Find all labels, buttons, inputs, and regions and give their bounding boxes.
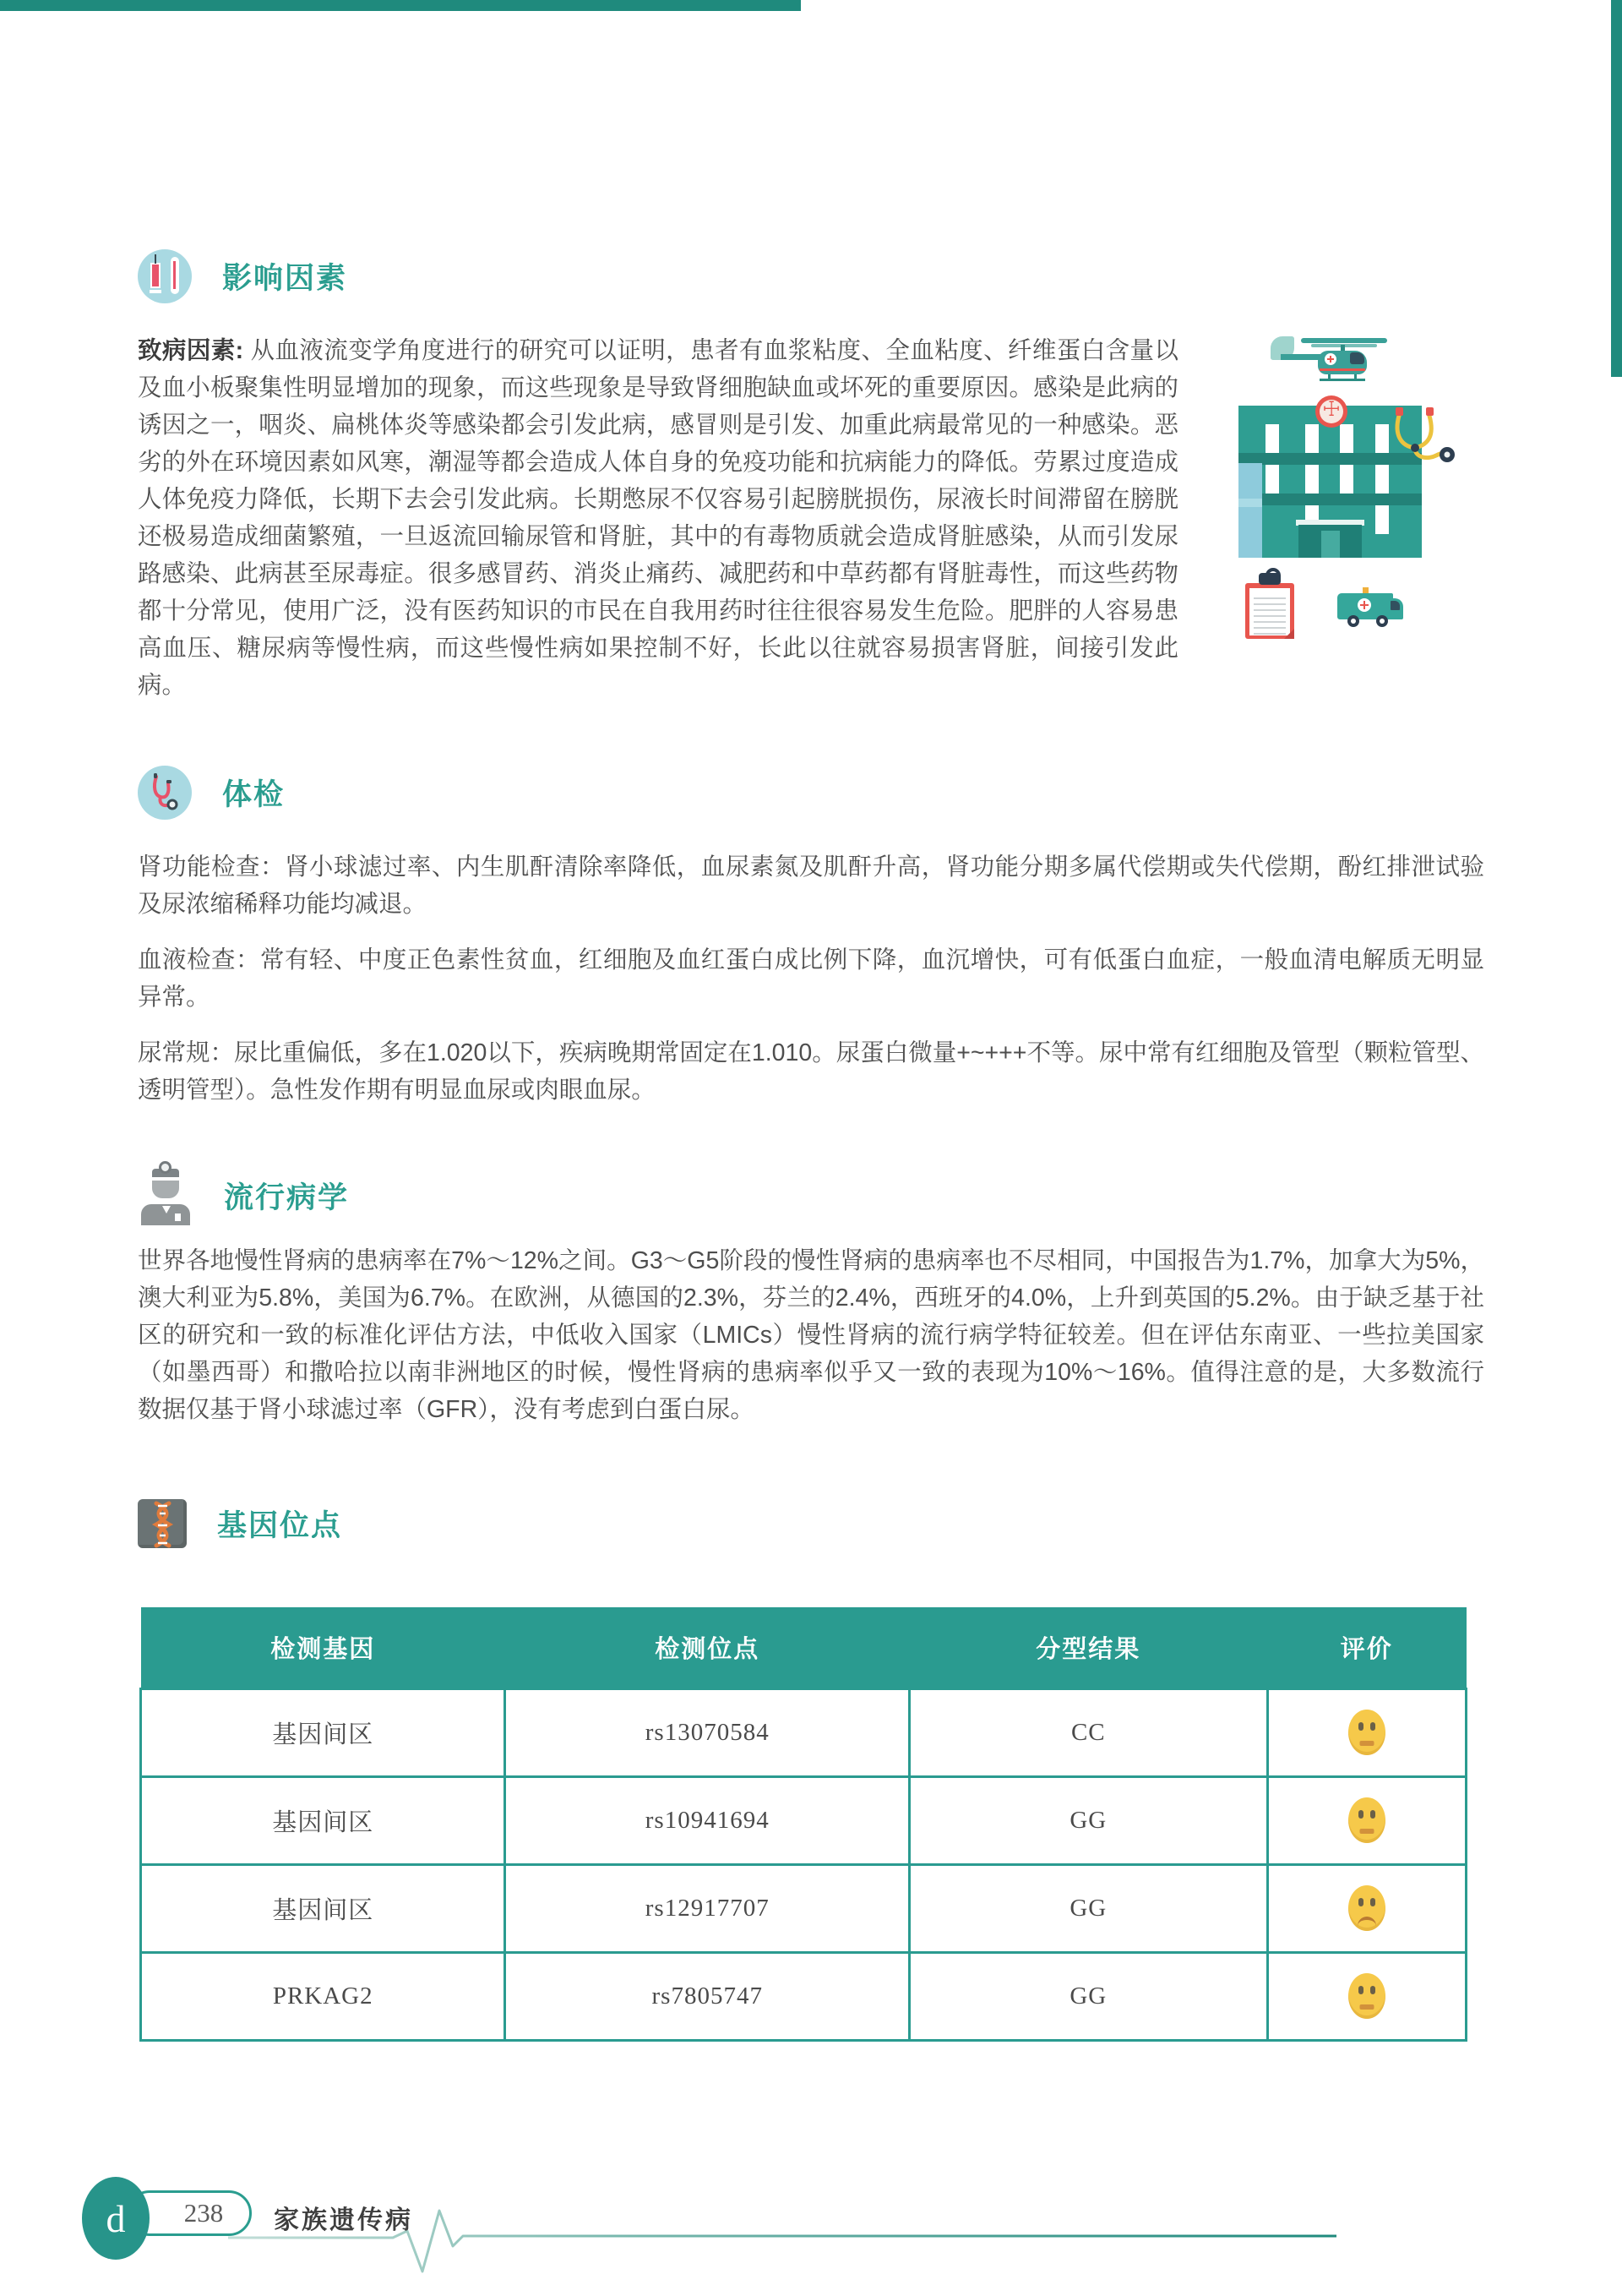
- section-header: [138, 1168, 1484, 1224]
- gene-cell: 基因间区: [141, 1776, 505, 1864]
- clipboard-fold: [1284, 629, 1294, 639]
- helicopter-icon: [1200, 303, 1394, 387]
- result-cell: GG: [910, 1952, 1268, 2040]
- rating-cell: [1267, 1864, 1466, 1952]
- result-cell: GG: [910, 1776, 1268, 1864]
- building-door: [1321, 531, 1340, 558]
- table-row: [141, 1864, 1467, 1952]
- section-header: [138, 248, 1484, 304]
- clipboard-icon: [1245, 571, 1298, 641]
- syringe-glyph: [150, 263, 161, 288]
- page-content: [0, 248, 1622, 2042]
- helicopter-window: [1350, 352, 1364, 364]
- ambulance-wheel: [1376, 615, 1388, 627]
- section-epidemiology: [138, 1168, 1484, 1428]
- gene-loci-table: [139, 1607, 1467, 2042]
- ambulance-icon: [1337, 581, 1408, 630]
- site-cell: rs12917707: [505, 1864, 910, 1952]
- doctor-cap-band: [152, 1177, 179, 1181]
- building-floor-band: [1238, 494, 1422, 505]
- table-header-row: [141, 1607, 1467, 1688]
- helicopter-rotor: [1301, 338, 1387, 343]
- rating-cell: [1267, 1688, 1466, 1776]
- stethoscope-icon: [138, 766, 192, 820]
- ambulance-wheel: [1347, 615, 1359, 627]
- ambulance-medical-cross: [1358, 598, 1371, 612]
- factors-paragraph: [138, 332, 1178, 704]
- building-window: [1265, 424, 1279, 453]
- building-window: [1265, 465, 1279, 494]
- page-letter: d: [106, 2196, 126, 2240]
- ambulance-window: [1391, 601, 1400, 610]
- table-row: [141, 1688, 1467, 1776]
- doctor-pocket: [175, 1213, 181, 1221]
- helicopter-stripe: [1320, 368, 1365, 371]
- building-window: [1305, 465, 1319, 494]
- stethoscope-glyph: [146, 773, 183, 812]
- header-site: 检测位点: [505, 1607, 910, 1688]
- helicopter-medical-cross: [1325, 353, 1336, 365]
- doctor-head-mirror: [159, 1161, 171, 1174]
- rating-cell: [1267, 1776, 1466, 1864]
- helicopter-skid: [1320, 379, 1365, 381]
- section-title: 基因位点: [217, 1509, 343, 1542]
- blood-test-paragraph: 血液检查：常有轻、中度正色素性贫血，红细胞及血红蛋白成比例下降，血沉增快，可有低蛋白血症，一般血清电解质无明显异常。: [138, 946, 1484, 1011]
- neutral-face-icon: [1348, 1973, 1385, 2019]
- rating-cell: [1267, 1952, 1466, 2040]
- page-number: 238: [183, 2198, 224, 2228]
- site-cell: rs7805747: [505, 1952, 910, 2040]
- neutral-face-icon: [1348, 1797, 1385, 1843]
- helicopter-tail: [1281, 354, 1321, 360]
- section-gene-loci: [138, 1496, 1484, 2042]
- page-letter-badge: [82, 2177, 150, 2260]
- paragraph-text: 从血液流变学角度进行的研究可以证明，患者有血浆粘度、全血粘度、纤维蛋白含量以及血小板聚集性明显增加的现象，而这些现象是导致肾细胞缺血或坏死的重要原因。感染是此病的诱因之一，咽炎、扁桃体炎等感染都会引发此病，感冒则是引发、加重此病最常见的一种感染。恶劣的外在环境因素如风寒，潮湿等都会造成人体自身的免疫功能和抗病能力的降低。劳累过度造成人体免疫力降低，长期下去会引发此病。长期憋尿不仅容易引起膀胱损伤，尿液长时间滞留在膀胱还极易造成细菌繁殖，一旦返流回输尿管和肾脏，其中的有毒物质就会造成肾脏感染，从而引发尿路感染、此病甚至尿毒症。很多感冒药、消炎止痛药、减肥药和中草药都有肾脏毒性，而这些药物都十分常见，使用广泛，没有医药知识的市民在自我用药时往往很容易发生危险。肥胖的人容易患高血压、糖尿病等慢性病，而这些慢性病如果控制不好，长此以往就容易损害肾脏，间接引发此病。: [138, 337, 1178, 699]
- doctor-collar: [162, 1206, 171, 1213]
- building-annex: [1238, 463, 1262, 558]
- header-rating: 评价: [1267, 1607, 1466, 1688]
- renal-function-paragraph: 肾功能检查：肾小球滤过率、内生肌酐清除率降低，血尿素氮及肌酐升高，肾功能分期多属代偿期或失代偿期，酚红排泄试验及尿浓缩稀释功能均减退。: [138, 854, 1484, 918]
- building-window: [1305, 424, 1319, 453]
- thermometer-glyph: [171, 257, 179, 294]
- section-title: 影响因素: [222, 262, 348, 295]
- gene-cell: 基因间区: [141, 1688, 505, 1776]
- top-border-decoration: [0, 0, 801, 11]
- neutral-face-icon: [1348, 1710, 1385, 1755]
- building-window: [1340, 424, 1353, 453]
- section-influencing-factors: [138, 248, 1484, 704]
- table-row: [141, 1776, 1467, 1864]
- gene-cell: PRKAG2: [141, 1952, 505, 2040]
- dna-icon: [138, 1499, 187, 1548]
- section-title: 流行病学: [224, 1181, 350, 1214]
- stethoscope-icon: [1387, 406, 1460, 472]
- syringe-thermometer-icon: [138, 249, 192, 303]
- epidemiology-paragraph: 世界各地慢性肾病的患病率在7%～12%之间。G3～G5阶段的慢性肾病的患病率也不尽相同，中国报告为1.7%，加拿大为5%，澳大利亚为5.8%，美国为6.7%。在欧洲，从德国的2.3%，芬兰的2.4%，西班牙的4.0%，上升到英国的5.2%。由于缺乏基于社区的研究和一致的标准化评估方法，中低收入国家（LMICs）慢性肾病的流行病学特征较差。但在评估东南亚、一些拉美国家（如墨西哥）和撒哈拉以南非洲地区的时候，慢性肾病的患病率似乎又一致的表现为10%～16%。值得注意的是，大多数流行数据仅基于肾小球滤过率（GFR），没有考虑到白蛋白尿。: [138, 1247, 1484, 1423]
- paragraph-label: 致病因素:: [138, 337, 244, 364]
- clipboard-clip: [1259, 573, 1281, 585]
- section-title: 体检: [222, 778, 286, 811]
- book-title: 家族遗传病: [274, 2206, 413, 2234]
- hospital-illustration: [1200, 303, 1563, 657]
- section-header: [138, 765, 1484, 821]
- sad-face-icon: [1348, 1885, 1385, 1931]
- urine-test-paragraph: 尿常规：尿比重偏低，多在1.020以下，疾病晚期常固定在1.010。尿蛋白微量+~+++不等。尿中常有红细胞及管型（颗粒管型、透明管型）。急性发作期有明显血尿或肉眼血尿。: [138, 1039, 1484, 1104]
- section-header: [138, 1496, 1484, 1552]
- gene-cell: 基因间区: [141, 1864, 505, 1952]
- result-cell: CC: [910, 1688, 1268, 1776]
- building-window: [1375, 505, 1389, 534]
- building-window: [1340, 465, 1353, 494]
- header-gene: 检测基因: [141, 1607, 505, 1688]
- site-cell: rs10941694: [505, 1776, 910, 1864]
- dna-glyph: [138, 1499, 187, 1548]
- site-cell: rs13070584: [505, 1688, 910, 1776]
- doctor-icon: [138, 1166, 193, 1225]
- table-row: [141, 1952, 1467, 2040]
- section-physical-exam: [138, 765, 1484, 1109]
- header-result: 分型结果: [910, 1607, 1268, 1688]
- medical-cross-sign-icon: [1315, 395, 1347, 428]
- result-cell: GG: [910, 1864, 1268, 1952]
